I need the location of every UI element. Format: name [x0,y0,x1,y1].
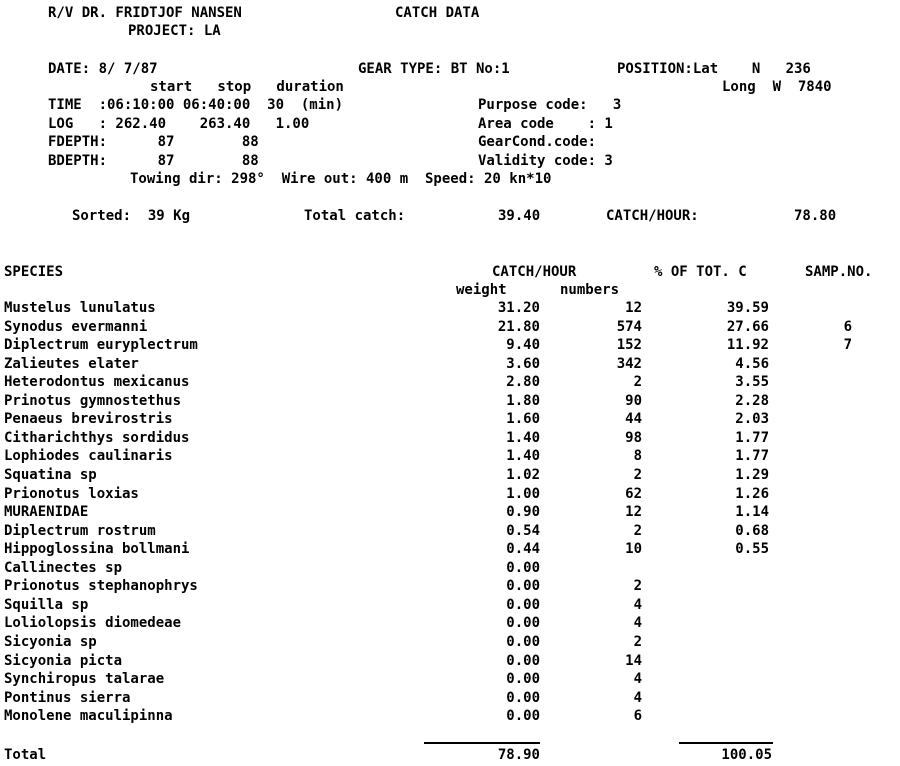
species-cell: Synodus evermanni [4,318,148,335]
project-label: PROJECT: LA [128,23,221,39]
weight-cell: 0.00 [506,633,540,650]
pct-cell: 1.14 [735,504,769,521]
species-cell: Prinotus gymnostethus [4,392,182,409]
position-long-field: Long W 7840 [722,79,832,95]
species-column-header: SPECIES [4,264,64,280]
numbers-cell: 8 [633,448,642,465]
pct-cell: 2.28 [735,392,769,409]
numbers-cell: 14 [625,652,642,669]
log-row: LOG : 262.40 263.40 1.00 [48,116,310,132]
samp-cell: 6 [843,318,852,335]
weight-cell: 0.00 [506,615,540,632]
species-cell: Synchiropus talarae [4,671,165,687]
numbers-cell: 12 [625,300,642,316]
weight-cell: 0.00 [506,671,540,687]
time-column-heads: start stop duration [150,79,344,95]
pct-cell: 2.03 [735,411,769,428]
total-pct: 100.05 [721,747,772,763]
validity-code-field: Validity code: 3 [478,153,613,169]
weight-cell: 2.80 [506,374,540,391]
towing-row: Towing dir: 298° Wire out: 400 m Speed: 20 kn*10 [130,171,552,187]
species-cell: Squatina sp [4,467,97,483]
sorted-field: Sorted: 39 Kg [72,208,191,224]
species-cell: Zalieutes elater [4,355,139,372]
weight-cell: 0.00 [506,559,540,576]
samp-cell: 7 [843,337,852,354]
pct-cell: 1.26 [735,485,769,502]
species-cell: Sicyonia sp [4,633,97,650]
pct-cell: 4.56 [735,355,769,372]
species-cell: Heterodontus mexicanus [4,374,190,391]
weight-cell: 9.40 [506,337,540,354]
numbers-cell: 2 [633,633,642,650]
numbers-cell: 152 [616,337,642,354]
total-weight: 78.90 [497,747,540,763]
area-code-field: Area code : 1 [478,116,613,132]
weight-cell: 0.00 [506,652,540,669]
pct-total-rule [679,742,773,744]
gearcond-code-field: GearCond.code: [478,134,597,150]
weight-total-rule [424,742,540,744]
species-cell: Diplectrum euryplectrum [4,337,198,354]
weight-cell: 1.00 [506,485,540,502]
pct-cell: 27.66 [726,318,769,335]
pct-cell: 0.55 [735,541,769,558]
weight-cell: 0.44 [506,541,540,558]
weight-cell: 3.60 [506,355,540,372]
species-cell: Citharichthys sordidus [4,429,190,446]
total-catch-label: Total catch: [304,208,406,224]
weight-cell: 21.80 [497,318,540,335]
weight-cell: 1.80 [506,392,540,409]
pct-cell: 0.68 [735,522,769,539]
pct-cell: 11.92 [726,337,769,354]
species-cell: Prionotus loxias [4,485,139,502]
species-cell: Mustelus lunulatus [4,300,156,316]
species-cell: Penaeus brevirostris [4,411,173,428]
total-catch-value: 39.40 [498,208,541,224]
numbers-cell: 2 [633,467,642,483]
samp-no-column-header: SAMP.NO. [805,264,873,280]
pct-total-column-header: % OF TOT. C [654,264,747,280]
weight-cell: 1.60 [506,411,540,428]
report-title: CATCH DATA [395,5,480,21]
catch-hour-label: CATCH/HOUR: [606,208,699,224]
numbers-cell: 574 [616,318,642,335]
weight-cell: 0.00 [506,708,540,725]
numbers-cell: 4 [633,671,642,687]
numbers-cell: 44 [625,411,642,428]
species-cell: Pontinus sierra [4,689,131,706]
bdepth-row: BDEPTH: 87 88 [48,153,259,169]
numbers-cell: 98 [625,429,642,446]
weight-cell: 1.02 [506,467,540,483]
numbers-cell: 12 [625,504,642,521]
species-cell: Monolene maculipinna [4,708,173,725]
numbers-cell: 4 [633,615,642,632]
numbers-cell: 62 [625,485,642,502]
weight-cell: 1.40 [506,448,540,465]
species-cell: Callinectes sp [4,559,123,576]
weight-cell: 0.00 [506,578,540,595]
numbers-cell: 6 [633,708,642,725]
position-lat-field: POSITION:Lat N 236 [617,61,811,77]
weight-cell: 0.00 [506,596,540,613]
date-field: DATE: 8/ 7/87 [48,61,158,77]
species-cell: MURAENIDAE [4,504,89,521]
catch-hour-value: 78.80 [794,208,837,224]
species-cell: Loliolopsis diomedeae [4,615,182,632]
pct-cell: 1.77 [735,448,769,465]
numbers-cell: 2 [633,374,642,391]
pct-cell: 1.29 [735,467,769,483]
numbers-cell: 10 [625,541,642,558]
weight-subheader: weight [456,282,507,298]
numbers-cell: 342 [616,355,642,372]
fdepth-row: FDEPTH: 87 88 [48,134,259,150]
numbers-cell: 90 [625,392,642,409]
weight-cell: 1.40 [506,429,540,446]
numbers-subheader: numbers [560,282,620,298]
species-cell: Lophiodes caulinaris [4,448,173,465]
species-cell: Sicyonia picta [4,652,123,669]
pct-cell: 1.77 [735,429,769,446]
catch-hour-column-header: CATCH/HOUR [492,264,577,280]
numbers-cell: 2 [633,522,642,539]
weight-cell: 0.00 [506,689,540,706]
species-cell: Diplectrum rostrum [4,522,156,539]
pct-cell: 39.59 [726,300,769,316]
species-cell: Prionotus stephanophrys [4,578,198,595]
numbers-cell: 2 [633,578,642,595]
vessel-name: R/V DR. FRIDTJOF NANSEN [48,5,242,21]
total-label: Total [4,747,47,763]
purpose-code-field: Purpose code: 3 [478,97,622,113]
species-cell: Squilla sp [4,596,89,613]
weight-cell: 0.90 [506,504,540,521]
numbers-cell: 4 [633,689,642,706]
pct-cell: 3.55 [735,374,769,391]
species-cell: Hippoglossina bollmani [4,541,190,558]
numbers-cell: 4 [633,596,642,613]
weight-cell: 31.20 [497,300,540,316]
gear-type-field: GEAR TYPE: BT No:1 [358,61,510,77]
weight-cell: 0.54 [506,522,540,539]
time-row: TIME :06:10:00 06:40:00 30 (min) [48,97,344,113]
